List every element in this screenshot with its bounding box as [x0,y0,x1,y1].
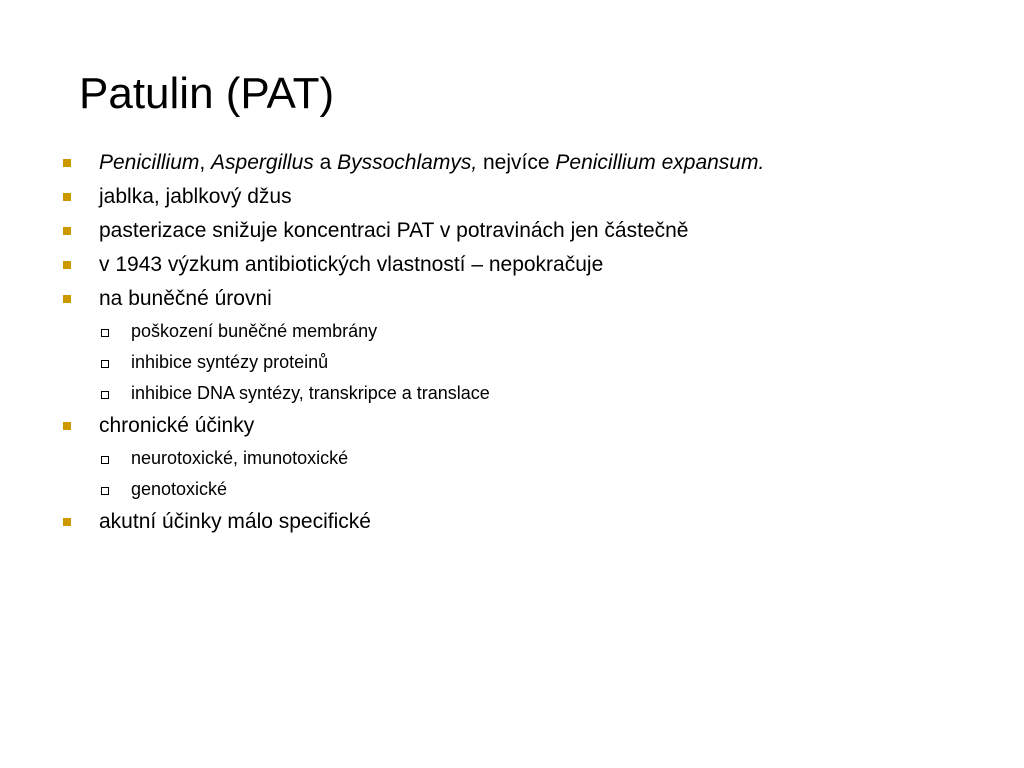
bullet-text [99,510,371,534]
bullet-text [131,352,328,373]
slide-title: Patulin (PAT) [79,69,335,118]
text-segment: pasterizace snižuje koncentraci PAT v potravinách jen částečně [99,219,689,242]
bullet-text [99,414,254,438]
text-segment: na buněčné úrovni [99,287,272,310]
bullet-text [131,321,377,342]
bullet-text [99,185,292,209]
text-segment: inhibice syntézy proteinů [131,352,329,372]
square-bullet-icon [63,261,71,269]
bullet-list [60,146,1000,539]
square-bullet-icon [63,295,71,303]
text-segment: v 1943 výzkum antibiotických vlastností – nepokračuje [99,253,604,276]
bullet-text [99,219,688,243]
square-bullet-icon [63,518,71,526]
hollow-square-bullet-icon [101,456,109,464]
text-segment: genotoxické [131,479,228,499]
hollow-square-bullet-icon [101,360,109,368]
square-bullet-icon [63,159,71,167]
text-segment: , [199,151,212,174]
sub-bullet-item [60,378,1000,409]
bullet-text [99,287,272,311]
hollow-square-bullet-icon [101,487,109,495]
italic-text-segment: Penicillium expansum. [555,151,765,174]
bullet-item [60,248,1000,282]
text-segment: jablka, jablkový džus [99,185,292,208]
text-segment: neurotoxické, imunotoxické [131,448,349,468]
hollow-square-bullet-icon [101,391,109,399]
bullet-item [60,146,1000,180]
bullet-item [60,505,1000,539]
italic-text-segment: Penicillium [99,151,200,174]
bullet-item [60,214,1000,248]
sub-bullet-item [60,474,1000,505]
bullet-text [99,253,603,277]
text-segment: poškození buněčné membrány [131,321,378,341]
sub-bullet-item [60,443,1000,474]
text-segment: inhibice DNA syntézy, transkripce a translace [131,383,490,403]
bullet-item [60,282,1000,316]
text-segment: a [313,151,338,174]
bullet-item [60,409,1000,443]
bullet-item [60,180,1000,214]
sub-bullet-item [60,347,1000,378]
italic-text-segment: Byssochlamys, [337,151,478,174]
bullet-text [131,383,490,404]
text-segment: nejvíce [477,151,556,174]
hollow-square-bullet-icon [101,329,109,337]
text-segment: akutní účinky málo specifické [99,510,371,533]
bullet-text [131,448,348,469]
square-bullet-icon [63,193,71,201]
italic-text-segment: Aspergillus [211,151,314,174]
sub-bullet-item [60,316,1000,347]
square-bullet-icon [63,422,71,430]
bullet-text [131,479,227,500]
bullet-text [99,151,764,175]
text-segment: chronické účinky [99,414,255,437]
square-bullet-icon [63,227,71,235]
